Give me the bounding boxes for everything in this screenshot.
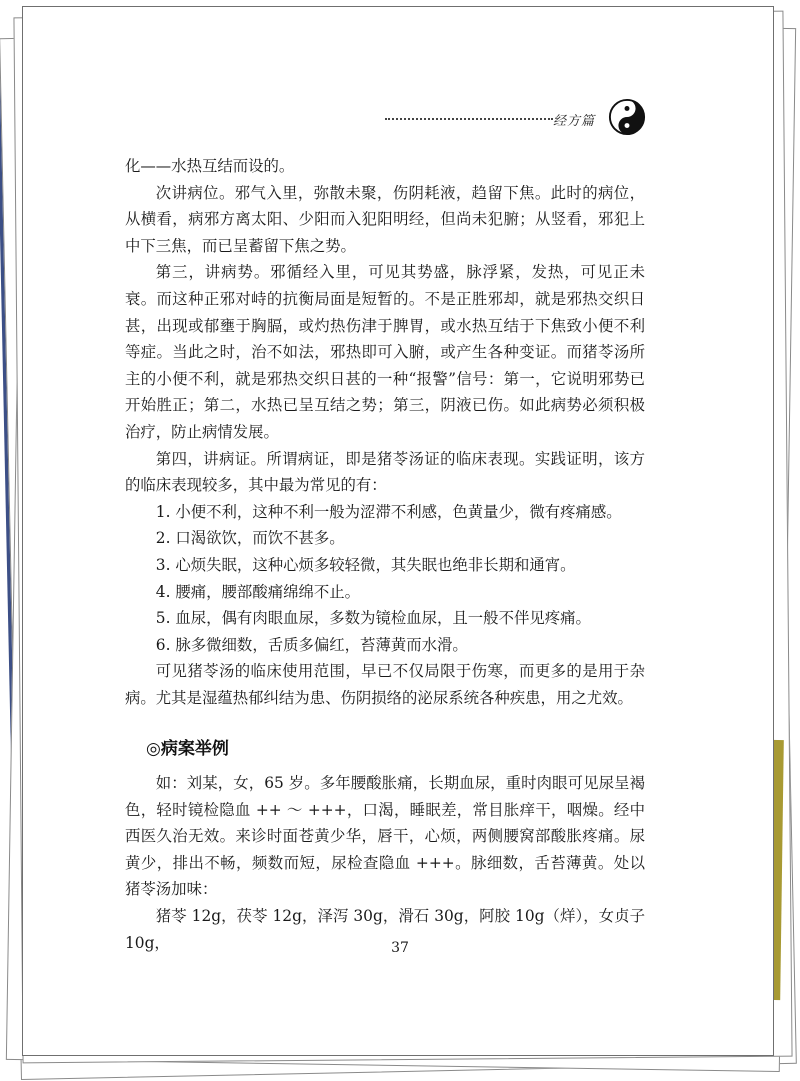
section-heading: ◎病案举例 (146, 739, 229, 759)
header-leader-dots (385, 118, 553, 120)
paragraph: 化——水热互结而设的。 (125, 157, 295, 175)
list-item: 1. 小便不利，这种不利一般为涩滞不利感，色黄量少，微有疼痛感。 (155, 502, 622, 521)
list-item: 5. 血尿，偶有肉眼血尿，多数为镜检血尿，且一般不伴见疼痛。 (155, 609, 591, 628)
paragraph: 第四，讲病证。所谓病证，即是猪苓汤证的临床表现。实践证明，该方的临床表现较多，其中最为常见的有： (125, 449, 645, 495)
paragraph: 猪苓 12g，茯苓 12g，泽泻 30g，滑石 30g，阿胶 10g（烊），女贞子 10g， (125, 906, 645, 952)
paragraph: 可见猪苓汤的临床使用范围，早已不仅局限于伤寒，而更多的是用于杂病。尤其是湿蕴热郁纠结为患、伤阴损络的泌尿系统各种疾患，用之尤效。 (125, 662, 645, 707)
paragraph: 次讲病位。邪气入里，弥散未聚，伤阴耗液，趋留下焦。此时的病位，从横看，病邪方离太阳、少阳而入犯阳明经，但尚未犯腑；从竖看，邪犯上中下三焦，而已呈蓄留下焦之势。 (125, 183, 645, 255)
paragraph: 第三，讲病势。邪循经入里，可见其势盛，脉浮紧，发热，可见正未衰。而这种正邪对峙的抗衡局面是短暂的。不是正胜邪却，就是邪热交织日甚，出现或郁壅于胸膈，或灼热伤津于脾胃，或水热互结于下焦致小便不利等症。当此之时，治不如法，邪热即可入腑，或产生各种变证。而猪苓汤所主的小便不利，就是邪热交织日甚的一种“报警”信号：第一，它说明邪势已开始胜正；第二，水热已呈互结之势；第三，阴液已伤。如此病势必须积极治疗，防止病情发展。 (125, 263, 645, 441)
list-item: 3. 心烦失眠，这种心烦多较轻微，其失眠也绝非长期和通宵。 (155, 555, 576, 574)
body-text (125, 153, 645, 711)
case-text (125, 770, 645, 956)
page-number: 37 (391, 940, 409, 956)
header-title: 经方篇 (553, 114, 596, 129)
list-item: 2. 口渴欲饮，而饮不甚多。 (155, 529, 345, 548)
taiji-icon (608, 98, 646, 136)
paragraph: 如：刘某，女，65 岁。多年腰酸胀痛，长期血尿，重时肉眼可见尿呈褐色，轻时镜检隐血 ++ ～ +++，口渴，睡眠差，常目胀痒干，咽燥。经中西医久治无效。来诊时面苍黄少华，唇干，心烦，两侧腰窝部酸胀疼痛。尿黄少，排出不畅，频数而短，尿检查隐血 +++。脉细数，舌苔薄黄。处以猪苓汤加味： (125, 774, 645, 899)
list-item: 6. 脉多微细数，舌质多偏红，苔薄黄而水滑。 (155, 635, 468, 654)
running-header (385, 104, 645, 134)
list-item: 4. 腰痛，腰部酸痛绵绵不止。 (155, 582, 361, 601)
